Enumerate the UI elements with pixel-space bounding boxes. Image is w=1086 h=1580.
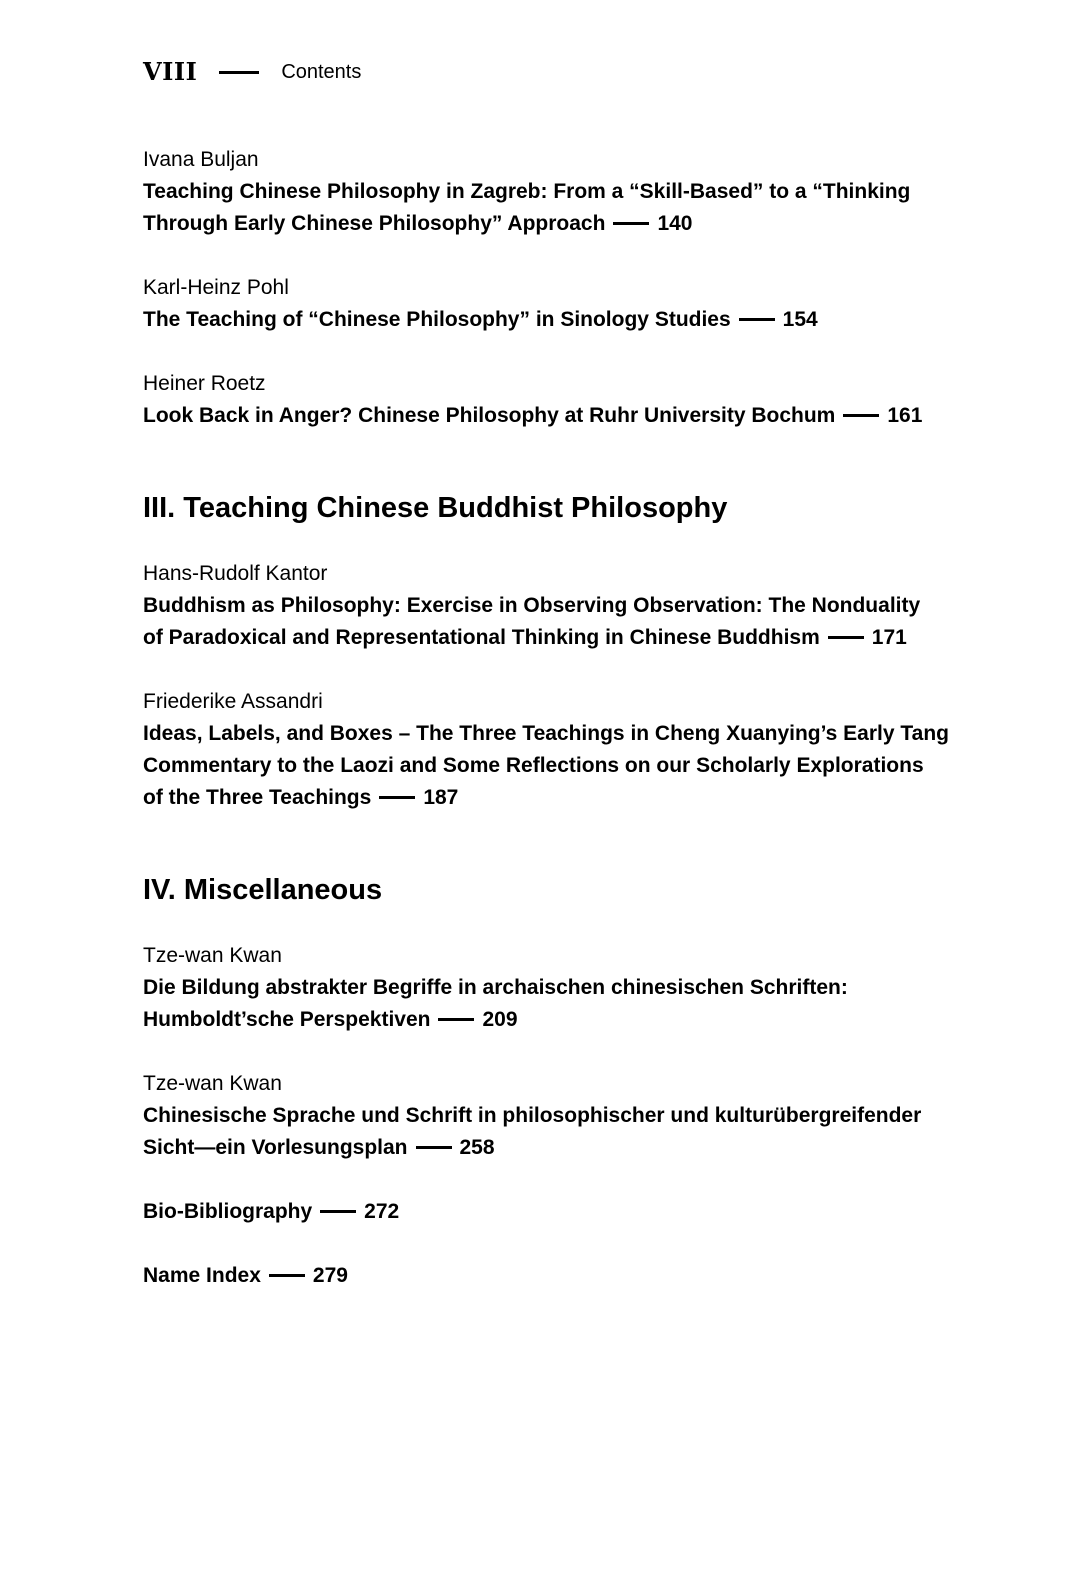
entry-title [143,1260,996,1292]
page-rule-dash [828,636,864,639]
entry-title [143,1100,996,1164]
entry-title [143,972,996,1036]
toc-entry [143,1196,996,1228]
entry-title-line: of Paradoxical and Representational Thinking in Chinese Buddhism 171 [143,626,907,649]
entry-author: Tze-wan Kwan [143,1072,282,1095]
page-rule-dash [739,318,775,321]
entry-title [143,176,996,240]
entry-page-number: 209 [482,1008,518,1031]
entry-author: Friederike Assandri [143,690,323,713]
entry-title [143,1196,996,1228]
entry-title-line: The Teaching of “Chinese Philosophy” in Sinology Studies 154 [143,308,818,331]
running-head-label: Contents [281,61,362,83]
page-rule-dash [416,1146,452,1149]
page-rule-dash [269,1274,305,1277]
page-rule-dash [379,796,415,799]
entry-title-line: Buddhism as Philosophy: Exercise in Observing Observation: The Nonduality [143,594,921,617]
entry-page-number: 171 [871,626,907,649]
toc-entry [143,1068,996,1164]
page-rule-dash [613,222,649,225]
page-rule-dash [438,1018,474,1021]
toc-entry [143,558,996,654]
entry-title [143,718,996,814]
page-rule-dash [320,1210,356,1213]
entry-title-line: Name Index 279 [143,1264,348,1287]
entry-title [143,400,996,432]
toc-entry [143,940,996,1036]
entry-title-line: Chinesische Sprache und Schrift in philosophischer und kulturübergreifender [143,1104,922,1127]
entry-page-number: 161 [887,404,923,427]
entry-title-line: Through Early Chinese Philosophy” Approach 140 [143,212,693,235]
entry-title-line: Humboldt’sche Perspektiven 209 [143,1008,518,1031]
entry-page-number: 154 [782,308,818,331]
entry-author: Hans-Rudolf Kantor [143,562,328,585]
section-heading: III. Teaching Chinese Buddhist Philosophy [143,492,728,524]
entry-title [143,590,996,654]
entry-title-line: Look Back in Anger? Chinese Philosophy at Ruhr University Bochum 161 [143,404,923,427]
entry-author: Karl-Heinz Pohl [143,276,289,299]
entry-title-line: Teaching Chinese Philosophy in Zagreb: From a “Skill-Based” to a “Thinking [143,180,911,203]
entry-page-number: 272 [364,1200,400,1223]
entry-author: Heiner Roetz [143,372,266,395]
entry-title [143,304,996,336]
toc-entry [143,686,996,814]
toc-entry [143,1260,996,1292]
entry-title-line: Die Bildung abstrakter Begriffe in archaischen chinesischen Schriften: [143,976,848,999]
entry-page-number: 187 [423,786,459,809]
entry-page-number: 258 [459,1136,495,1159]
folio-page-number: VIII [143,57,198,86]
entry-title-line: of the Three Teachings 187 [143,786,459,809]
entry-author: Tze-wan Kwan [143,944,282,967]
entry-page-number: 279 [312,1264,348,1287]
toc-entry [143,368,996,432]
page-header [143,58,996,86]
page-rule-dash [843,414,879,417]
entry-title-line: Sicht—ein Vorlesungsplan 258 [143,1136,495,1159]
header-rule-dash [219,71,259,74]
entry-title-line: Ideas, Labels, and Boxes – The Three Teachings in Cheng Xuanying’s Early Tang [143,722,949,745]
toc [143,144,996,1292]
toc-entry [143,144,996,240]
entry-title-line: Commentary to the Laozi and Some Reflections on our Scholarly Explorations [143,754,924,777]
entry-title-line: Bio-Bibliography 272 [143,1200,400,1223]
section-heading: IV. Miscellaneous [143,874,383,906]
entry-page-number: 140 [657,212,693,235]
toc-entry [143,272,996,336]
entry-author: Ivana Buljan [143,148,259,171]
